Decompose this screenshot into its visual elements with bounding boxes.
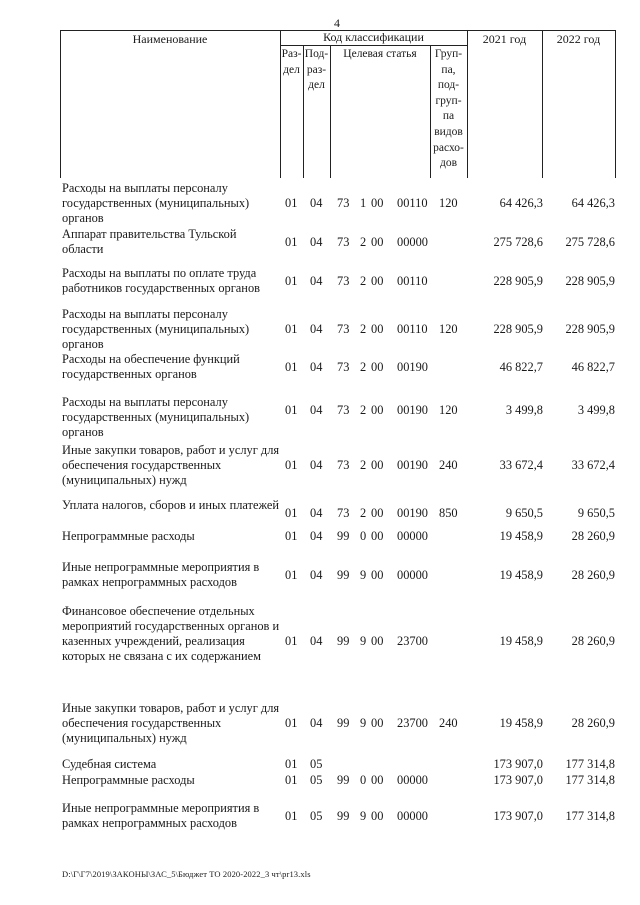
header-group-line: дов: [439, 157, 458, 170]
header-razdel: [280, 47, 303, 78]
row-razdel: 01: [285, 458, 298, 472]
header-group-line: под-: [437, 79, 460, 92]
row-target-part: 99: [337, 809, 350, 823]
row-podrazdel: 04: [310, 529, 323, 543]
row-name: Иные непрограммные мероприятия в рамках непрограммных расходов: [62, 560, 260, 589]
header-col-divider: [542, 30, 543, 178]
row-target-part: 00190: [397, 458, 428, 472]
row-target-part: 00: [371, 809, 384, 823]
row-value-2022: 64 426,3: [571, 196, 615, 210]
header-group-line: расхо-: [433, 141, 464, 154]
header-name: Наименование: [132, 32, 208, 46]
row-razdel: 01: [285, 506, 298, 520]
row-value-2022: 228 905,9: [565, 322, 615, 336]
row-value-2022: 177 314,8: [565, 773, 615, 787]
row-target-part: 00: [371, 196, 384, 210]
row-podrazdel: 04: [310, 196, 323, 210]
row-value-2021: 19 458,9: [499, 568, 543, 582]
row-target-part: 00110: [397, 322, 428, 336]
file-path-footer: D:\Г\Г7\2019\ЗАКОНЫ\ЗАС_5\Бюджет ТО 2020-2022_3 чт\pr13.xls: [62, 869, 311, 879]
row-target-part: 73: [337, 506, 350, 520]
row-value-2021: 19 458,9: [499, 634, 543, 648]
row-target-part: 99: [337, 568, 350, 582]
header-razdel-line: дел: [283, 63, 300, 76]
row-name: Уплата налогов, сборов и иных платежей: [62, 498, 280, 512]
row-expense-type: 120: [439, 196, 458, 210]
row-target-part: 9: [360, 809, 367, 823]
row-target-part: 2: [360, 360, 367, 374]
row-value-2022: 28 260,9: [571, 634, 615, 648]
row-value-2022: 177 314,8: [565, 809, 615, 823]
row-podrazdel: 04: [310, 634, 323, 648]
row-value-2021: 46 822,7: [499, 360, 543, 374]
row-name: Судебная система: [62, 757, 157, 771]
row-value-2021: 64 426,3: [499, 196, 543, 210]
row-target-part: 2: [360, 274, 367, 288]
header-podrazdel-line: Под-: [304, 48, 329, 60]
row-value-2022: 33 672,4: [571, 458, 615, 472]
row-target-part: 00: [371, 322, 384, 336]
row-target-part: 73: [337, 196, 350, 210]
header-left-border: [60, 30, 61, 178]
row-target-part: 0: [360, 773, 367, 787]
row-name: Непрограммные расходы: [62, 773, 195, 787]
header-2021: 2021 год: [482, 32, 527, 46]
row-podrazdel: 04: [310, 274, 323, 288]
row-podrazdel: 04: [310, 235, 323, 249]
row-podrazdel: 04: [310, 506, 323, 520]
row-target-part: 00: [371, 506, 384, 520]
row-name: Иные закупки товаров, работ и услуг для обеспечения государственных (муниципальных) нужд: [62, 701, 280, 745]
row-target-part: 00000: [397, 235, 428, 249]
row-value-2021: 19 458,9: [499, 529, 543, 543]
row-target-part: 2: [360, 403, 367, 417]
row-target-part: 00190: [397, 403, 428, 417]
row-target-part: 99: [337, 716, 350, 730]
header-group-line: видов: [434, 125, 463, 138]
row-target-part: 0: [360, 529, 367, 543]
row-podrazdel: 04: [310, 716, 323, 730]
row-podrazdel: 04: [310, 360, 323, 374]
row-target-part: 00000: [397, 568, 428, 582]
row-target-part: 00: [371, 634, 384, 648]
row-target-part: 00: [371, 716, 384, 730]
row-name: Расходы на выплаты персоналу государственных (муниципальных) органов: [62, 395, 250, 439]
row-name: Аппарат правительства Тульской области: [62, 227, 237, 256]
row-target-part: 73: [337, 274, 350, 288]
row-razdel: 01: [285, 403, 298, 417]
row-razdel: 01: [285, 716, 298, 730]
row-value-2021: 275 728,6: [493, 235, 543, 249]
row-value-2022: 177 314,8: [565, 757, 615, 771]
row-name: Иные непрограммные мероприятия в рамках непрограммных расходов: [62, 801, 260, 830]
row-expense-type: 120: [439, 403, 458, 417]
row-name: Расходы на обеспечение функций государственных органов: [62, 352, 240, 381]
row-target-part: 2: [360, 235, 367, 249]
header-group-line: па: [442, 110, 455, 123]
row-target-part: 00: [371, 403, 384, 417]
row-value-2021: 3 499,8: [505, 403, 543, 417]
row-target-part: 00190: [397, 360, 428, 374]
row-target-part: 73: [337, 322, 350, 336]
row-value-2022: 28 260,9: [571, 716, 615, 730]
header-col-divider: [330, 45, 331, 178]
row-target-part: 9: [360, 568, 367, 582]
row-target-part: 00: [371, 529, 384, 543]
row-target-part: 00: [371, 773, 384, 787]
header-target: Целевая статья: [343, 48, 417, 60]
row-target-part: 73: [337, 403, 350, 417]
row-value-2021: 9 650,5: [505, 506, 543, 520]
row-value-2022: 9 650,5: [577, 506, 615, 520]
row-name: Расходы на выплаты персоналу государственных (муниципальных) органов: [62, 181, 250, 225]
row-value-2021: 228 905,9: [493, 274, 543, 288]
row-target-part: 73: [337, 235, 350, 249]
row-expense-type: 120: [439, 322, 458, 336]
row-razdel: 01: [285, 634, 298, 648]
row-razdel: 01: [285, 773, 298, 787]
row-name: Расходы на выплаты персоналу государственных (муниципальных) органов: [62, 307, 250, 351]
row-name: Непрограммные расходы: [62, 529, 195, 543]
row-expense-type: 240: [439, 458, 458, 472]
header-group: [430, 47, 467, 172]
row-podrazdel: 05: [310, 809, 323, 823]
row-target-part: 00110: [397, 274, 428, 288]
row-target-part: 9: [360, 716, 367, 730]
row-target-part: 00000: [397, 773, 428, 787]
row-podrazdel: 04: [310, 403, 323, 417]
row-target-part: 00000: [397, 529, 428, 543]
row-target-part: 2: [360, 458, 367, 472]
header-code: Код классификации: [323, 30, 424, 44]
row-podrazdel: 05: [310, 773, 323, 787]
row-name: Расходы на выплаты по оплате труда работников государственных органов: [62, 266, 260, 295]
row-razdel: 01: [285, 809, 298, 823]
header-right-border: [615, 30, 616, 178]
row-name: Финансовое обеспечение отдельных мероприятий государственных органов и казенных учреждений, реализация которых не связана с их содержанием: [62, 604, 280, 663]
page-number: 4: [334, 16, 340, 30]
row-razdel: 01: [285, 322, 298, 336]
header-razdel-line: Раз-: [281, 48, 302, 60]
row-target-part: 00190: [397, 506, 428, 520]
row-target-part: 73: [337, 360, 350, 374]
header-podrazdel: [303, 47, 330, 94]
row-target-part: 2: [360, 322, 367, 336]
header-code-divider: [280, 45, 467, 46]
row-razdel: 01: [285, 274, 298, 288]
row-razdel: 01: [285, 568, 298, 582]
row-value-2022: 3 499,8: [577, 403, 615, 417]
row-target-part: 99: [337, 773, 350, 787]
row-target-part: 00: [371, 360, 384, 374]
row-target-part: 00110: [397, 196, 428, 210]
row-target-part: 73: [337, 458, 350, 472]
row-podrazdel: 05: [310, 757, 323, 771]
row-target-part: 00: [371, 235, 384, 249]
row-value-2022: 275 728,6: [565, 235, 615, 249]
row-razdel: 01: [285, 196, 298, 210]
header-podrazdel-line: дел: [308, 79, 325, 92]
row-name: Иные закупки товаров, работ и услуг для обеспечения государственных (муниципальных) нужд: [62, 443, 280, 487]
row-podrazdel: 04: [310, 568, 323, 582]
row-podrazdel: 04: [310, 458, 323, 472]
row-value-2022: 228 905,9: [565, 274, 615, 288]
row-target-part: 00: [371, 568, 384, 582]
row-value-2022: 46 822,7: [571, 360, 615, 374]
row-value-2022: 28 260,9: [571, 568, 615, 582]
row-target-part: 1: [360, 196, 367, 210]
row-value-2022: 28 260,9: [571, 529, 615, 543]
row-value-2021: 33 672,4: [499, 458, 543, 472]
header-group-line: па,: [441, 63, 456, 76]
row-razdel: 01: [285, 757, 298, 771]
row-value-2021: 173 907,0: [493, 809, 543, 823]
row-value-2021: 19 458,9: [499, 716, 543, 730]
row-target-part: 2: [360, 506, 367, 520]
header-group-line: груп-: [435, 94, 462, 107]
row-value-2021: 173 907,0: [493, 757, 543, 771]
row-value-2021: 228 905,9: [493, 322, 543, 336]
header-col-divider: [467, 30, 468, 178]
row-target-part: 99: [337, 529, 350, 543]
row-razdel: 01: [285, 360, 298, 374]
header-podrazdel-line: раз-: [306, 63, 327, 76]
row-razdel: 01: [285, 235, 298, 249]
row-podrazdel: 04: [310, 322, 323, 336]
row-target-part: 23700: [397, 716, 428, 730]
header-group-line: Груп-: [434, 48, 463, 60]
row-target-part: 9: [360, 634, 367, 648]
row-value-2021: 173 907,0: [493, 773, 543, 787]
row-target-part: 23700: [397, 634, 428, 648]
row-target-part: 00: [371, 458, 384, 472]
row-expense-type: 850: [439, 506, 458, 520]
row-target-part: 00000: [397, 809, 428, 823]
row-target-part: 00: [371, 274, 384, 288]
row-target-part: 99: [337, 634, 350, 648]
row-expense-type: 240: [439, 716, 458, 730]
header-2022: 2022 год: [556, 32, 601, 46]
row-razdel: 01: [285, 529, 298, 543]
